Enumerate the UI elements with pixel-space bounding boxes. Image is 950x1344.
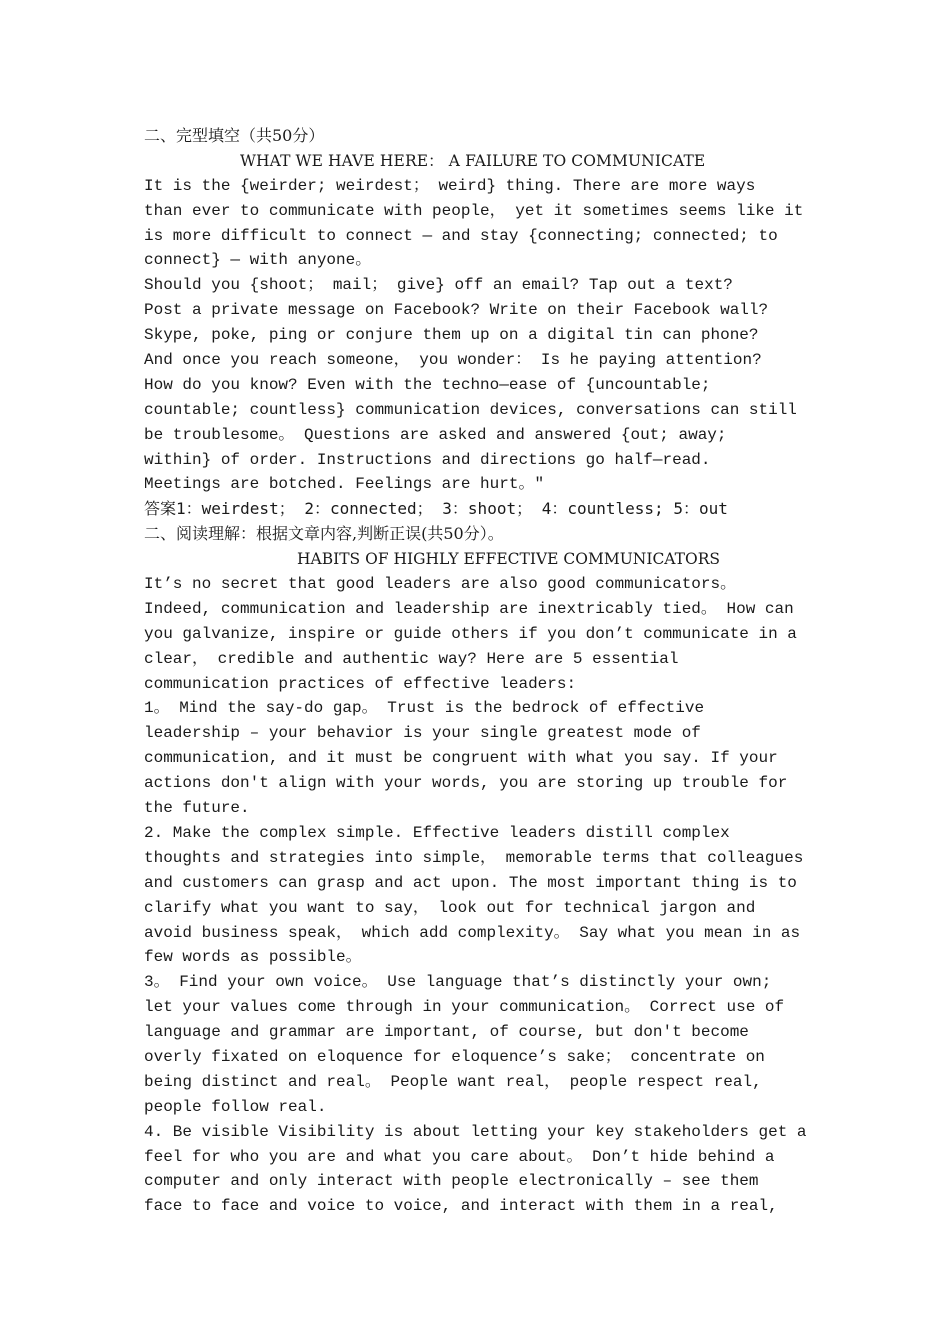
reading-line: 4. Be visible Visibility is about letting your key stakeholders get a bbox=[144, 1122, 807, 1141]
reading-section-heading: 二、阅读理解：根据文章内容,判断正误(共50分）。 bbox=[144, 524, 504, 544]
reading-line: leadership – your behavior is your single greatest mode of bbox=[144, 724, 701, 743]
reading-line: feel for who you are and what you care about。 Don’t hide behind a bbox=[144, 1147, 775, 1166]
reading-line: communication practices of effective leaders: bbox=[144, 674, 577, 693]
cloze-line: Meetings are botched. Feelings are hurt。" bbox=[144, 475, 545, 494]
reading-passage-title: HABITS OF HIGHLY EFFECTIVE COMMUNICATORS bbox=[297, 550, 720, 569]
cloze-passage-title: WHAT WE HAVE HERE： A FAILURE TO COMMUNICATE bbox=[240, 151, 706, 170]
reading-line: clear， credible and authentic way? Here are 5 essential bbox=[144, 649, 679, 668]
reading-line: let your values come through in your communication。 Correct use of bbox=[144, 998, 785, 1017]
cloze-line: How do you know? Even with the techno—ease of {uncountable; bbox=[144, 375, 711, 394]
answer-key: 答案1：weirdest； 2：connected； 3：shoot； 4：countless; 5：out bbox=[144, 499, 728, 519]
cloze-line: countable; countless} communication devices, conversations can still bbox=[144, 400, 797, 419]
reading-line: and customers can grasp and act upon. The most important thing is to bbox=[144, 873, 797, 892]
cloze-line: And once you reach someone， you wonder： Is he paying attention? bbox=[144, 351, 762, 370]
reading-line: 3。 Find your own voice。 Use language that’s distinctly your own; bbox=[144, 973, 772, 992]
reading-line: thoughts and strategies into simple， memorable terms that colleagues bbox=[144, 848, 804, 867]
reading-line: few words as possible。 bbox=[144, 948, 362, 967]
reading-line: Indeed, communication and leadership are inextricably tied。 How can bbox=[144, 599, 794, 618]
reading-line: 2. Make the complex simple. Effective leaders distill complex bbox=[144, 823, 730, 842]
cloze-line: is more difficult to connect — and stay {connecting; connected; to bbox=[144, 226, 778, 245]
reading-line: 1。 Mind the say-do gap。 Trust is the bedrock of effective bbox=[144, 699, 705, 718]
reading-line: being distinct and real。 People want real， people respect real, bbox=[144, 1072, 762, 1091]
cloze-line: Should you {shoot； mail； give} off an email? Tap out a text? bbox=[144, 276, 733, 295]
reading-line: computer and only interact with people electronically – see them bbox=[144, 1172, 759, 1191]
reading-line: communication, and it must be congruent with what you say. If your bbox=[144, 749, 778, 768]
reading-line: the future. bbox=[144, 799, 250, 818]
reading-line: face to face and voice to voice, and interact with them in a real, bbox=[144, 1197, 778, 1216]
reading-line: It’s no secret that good leaders are also good communicators。 bbox=[144, 575, 737, 594]
reading-line: actions don't align with your words, you are storing up trouble for bbox=[144, 774, 788, 793]
cloze-line: Skype, poke, ping or conjure them up on a digital tin can phone? bbox=[144, 326, 759, 345]
cloze-line: It is the {weirder; weirdest； weird} thing. There are more ways bbox=[144, 176, 756, 195]
reading-line: clarify what you want to say， look out for technical jargon and bbox=[144, 898, 756, 917]
cloze-line: be troublesome。 Questions are asked and answered {out; away; bbox=[144, 425, 727, 444]
cloze-line: connect} — with anyone。 bbox=[144, 251, 372, 270]
cloze-line: than ever to communicate with people， yet it sometimes seems like it bbox=[144, 201, 804, 220]
reading-line: you galvanize, inspire or guide others if you don’t communicate in a bbox=[144, 624, 797, 643]
reading-line: avoid business speak， which add complexity。 Say what you mean in as bbox=[144, 923, 801, 942]
reading-line: overly fixated on eloquence for eloquence’s sake； concentrate on bbox=[144, 1047, 765, 1066]
cloze-section-heading: 二、完型填空（共50分） bbox=[144, 126, 325, 145]
cloze-line: within} of order. Instructions and directions go half—read. bbox=[144, 450, 711, 469]
reading-line: people follow real. bbox=[144, 1097, 327, 1116]
document-page bbox=[144, 124, 814, 1219]
cloze-line: Post a private message on Facebook? Write on their Facebook wall? bbox=[144, 301, 769, 320]
reading-line: language and grammar are important, of course, but don't become bbox=[144, 1023, 749, 1042]
